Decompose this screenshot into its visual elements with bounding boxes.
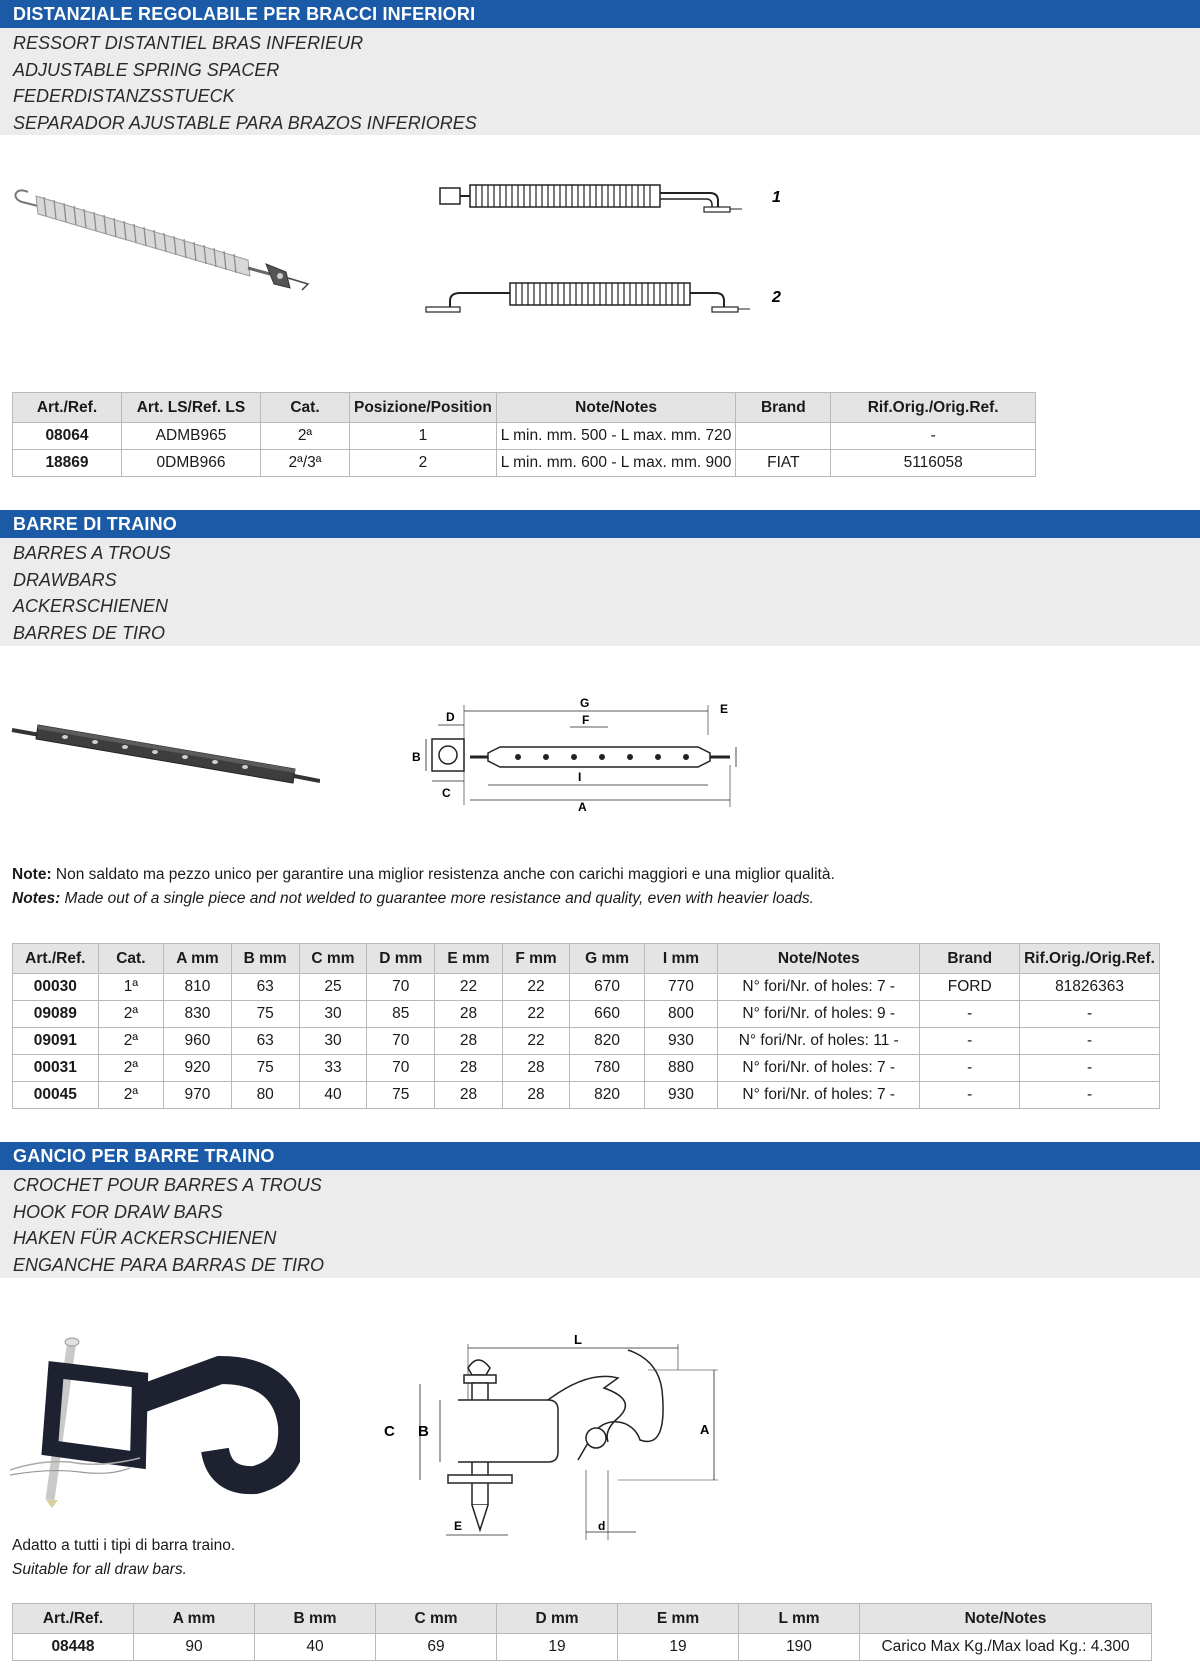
- cell: N° fori/Nr. of holes: 9 -: [718, 1001, 920, 1028]
- cell: L min. mm. 600 - L max. mm. 900: [496, 450, 736, 477]
- subtitle-es: ENGANCHE PARA BARRAS DE TIRO: [13, 1254, 325, 1275]
- diagram-label-e: E: [720, 702, 729, 716]
- cell: 0DMB966: [122, 450, 261, 477]
- col-header: D mm: [367, 944, 435, 974]
- diagram-label-i: I: [578, 770, 582, 784]
- cell: -: [920, 1001, 1020, 1028]
- note-it: [12, 866, 835, 884]
- col-header: Art./Ref.: [13, 393, 122, 423]
- section-hook: [0, 1142, 1200, 1278]
- cell: 90: [134, 1634, 255, 1661]
- diagram-label-a: A: [578, 800, 587, 814]
- cell: 2: [350, 450, 497, 477]
- cell: 22: [435, 974, 503, 1001]
- col-header: L mm: [739, 1604, 860, 1634]
- subtitle-es: SEPARADOR AJUSTABLE PARA BRAZOS INFERIORES: [13, 112, 477, 133]
- table-header-row: [13, 944, 1160, 974]
- cell: 970: [164, 1082, 232, 1109]
- subtitle-de: HAKEN FÜR ACKERSCHIENEN: [13, 1228, 277, 1248]
- cell: 810: [164, 974, 232, 1001]
- cell: 19: [497, 1634, 618, 1661]
- diagram-label-d: d: [598, 1519, 606, 1533]
- hook-diagram: [378, 1330, 778, 1545]
- cell: 69: [376, 1634, 497, 1661]
- subtitle-en: DRAWBARS: [13, 569, 117, 590]
- cell: ADMB965: [122, 423, 261, 450]
- diagram-label-f: F: [582, 713, 590, 727]
- section-title: BARRE DI TRAINO: [0, 510, 1200, 538]
- cell: 28: [435, 1055, 503, 1082]
- table-header-row: [13, 393, 1036, 423]
- cell: 28: [435, 1028, 503, 1055]
- col-header: Note/Notes: [496, 393, 736, 423]
- cell: 1ª: [98, 974, 163, 1001]
- cell: 80: [231, 1082, 299, 1109]
- cell: 08064: [13, 423, 122, 450]
- cell: 75: [231, 1055, 299, 1082]
- cell: Carico Max Kg./Max load Kg.: 4.300: [860, 1634, 1152, 1661]
- section-drawbars: [0, 510, 1200, 646]
- cell: N° fori/Nr. of holes: 11 -: [718, 1028, 920, 1055]
- cell: 670: [570, 974, 645, 1001]
- cell: 09091: [13, 1028, 99, 1055]
- col-header: I mm: [644, 944, 717, 974]
- diagram-label-b: B: [418, 1423, 429, 1440]
- cell: -: [1020, 1055, 1160, 1082]
- hook-note-it: Adatto a tutti i tipi di barra traino.: [12, 1537, 236, 1554]
- cell: 00045: [13, 1082, 99, 1109]
- hook-photo: [10, 1330, 300, 1510]
- section-subtitles: [0, 1170, 1200, 1278]
- diagram-label-b: B: [412, 750, 421, 764]
- cell: 800: [644, 1001, 717, 1028]
- section-title: DISTANZIALE REGOLABILE PER BRACCI INFERIORI: [0, 0, 1200, 28]
- subtitle-fr: RESSORT DISTANTIEL BRAS INFERIEUR: [13, 33, 364, 53]
- cell: 820: [570, 1028, 645, 1055]
- subtitle-de: ACKERSCHIENEN: [13, 596, 169, 616]
- cell: 70: [367, 974, 435, 1001]
- cell: 780: [570, 1055, 645, 1082]
- table-row: [13, 423, 1036, 450]
- col-header: E mm: [618, 1604, 739, 1634]
- subtitle-en: HOOK FOR DRAW BARS: [13, 1201, 223, 1222]
- section-subtitles: [0, 538, 1200, 646]
- cell: 960: [164, 1028, 232, 1055]
- cell: 930: [644, 1082, 717, 1109]
- cell: 40: [255, 1634, 376, 1661]
- cell: L min. mm. 500 - L max. mm. 720: [496, 423, 736, 450]
- cell: N° fori/Nr. of holes: 7 -: [718, 1082, 920, 1109]
- diagram-label-c: C: [384, 1423, 395, 1440]
- section-spring-spacer: [0, 0, 1200, 135]
- col-header: D mm: [497, 1604, 618, 1634]
- table-row: [13, 1634, 1152, 1661]
- drawbar-photo: [10, 715, 320, 795]
- cell: -: [920, 1082, 1020, 1109]
- cell: 33: [299, 1055, 367, 1082]
- diagram-label-g: G: [580, 696, 590, 710]
- cell: 2ª: [98, 1055, 163, 1082]
- drawbar-diagram: [408, 695, 808, 815]
- note-it-label: Note:: [12, 866, 52, 883]
- col-header: C mm: [299, 944, 367, 974]
- col-header: Rif.Orig./Orig.Ref.: [1020, 944, 1160, 974]
- table-row: [13, 1001, 1160, 1028]
- cell: 22: [502, 1028, 570, 1055]
- cell: 70: [367, 1028, 435, 1055]
- cell: 19: [618, 1634, 739, 1661]
- note-en-text: Made out of a single piece and not welded to guarantee more resistance and quality, even with heavier loads.: [64, 890, 814, 907]
- diagram-label-2: 2: [772, 289, 781, 306]
- cell: 30: [299, 1028, 367, 1055]
- cell: 28: [502, 1055, 570, 1082]
- cell: -: [1020, 1001, 1160, 1028]
- cell: -: [920, 1055, 1020, 1082]
- table-row: [13, 1028, 1160, 1055]
- col-header: F mm: [502, 944, 570, 974]
- col-header: C mm: [376, 1604, 497, 1634]
- cell: [736, 423, 831, 450]
- cell: 660: [570, 1001, 645, 1028]
- note-en-label: Notes:: [12, 890, 61, 907]
- col-header: Art./Ref.: [13, 944, 99, 974]
- cell: 770: [644, 974, 717, 1001]
- hook-table: [12, 1603, 1152, 1661]
- table-row: [13, 1055, 1160, 1082]
- spring-spacer-table: [12, 392, 1036, 477]
- cell: 75: [231, 1001, 299, 1028]
- cell: 22: [502, 974, 570, 1001]
- cell: 190: [739, 1634, 860, 1661]
- section-subtitles: [0, 28, 1200, 135]
- col-header: A mm: [164, 944, 232, 974]
- cell: 18869: [13, 450, 122, 477]
- cell: 930: [644, 1028, 717, 1055]
- cell: 08448: [13, 1634, 134, 1661]
- diagram-label-l: L: [574, 1332, 582, 1347]
- cell: 85: [367, 1001, 435, 1028]
- cell: 920: [164, 1055, 232, 1082]
- cell: 63: [231, 974, 299, 1001]
- table-row: [13, 974, 1160, 1001]
- cell: 1: [350, 423, 497, 450]
- table-row: [13, 1082, 1160, 1109]
- col-header: Cat.: [98, 944, 163, 974]
- col-header: Cat.: [261, 393, 350, 423]
- cell: 2ª: [261, 423, 350, 450]
- col-header: A mm: [134, 1604, 255, 1634]
- cell: 09089: [13, 1001, 99, 1028]
- cell: 30: [299, 1001, 367, 1028]
- col-header: Art./Ref.: [13, 1604, 134, 1634]
- diagram-label-d: D: [446, 710, 455, 724]
- note-it-text: Non saldato ma pezzo unico per garantire una miglior resistenza anche con carichi maggiori e una miglior qualità.: [55, 866, 835, 883]
- hook-note-en: Suitable for all draw bars.: [12, 1561, 187, 1578]
- table-row: [13, 450, 1036, 477]
- cell: 25: [299, 974, 367, 1001]
- cell: -: [920, 1028, 1020, 1055]
- subtitle-fr: BARRES A TROUS: [13, 543, 171, 563]
- cell: 70: [367, 1055, 435, 1082]
- cell: N° fori/Nr. of holes: 7 -: [718, 1055, 920, 1082]
- cell: 28: [502, 1082, 570, 1109]
- cell: 00030: [13, 974, 99, 1001]
- drawbars-table: [12, 943, 1160, 1109]
- cell: 81826363: [1020, 974, 1160, 1001]
- subtitle-fr: CROCHET POUR BARRES A TROUS: [13, 1175, 322, 1195]
- diagram-label-e: E: [454, 1519, 463, 1533]
- cell: 00031: [13, 1055, 99, 1082]
- cell: 63: [231, 1028, 299, 1055]
- cell: 22: [502, 1001, 570, 1028]
- diagram-label-a: A: [700, 1422, 710, 1437]
- col-header: Rif.Orig./Orig.Ref.: [831, 393, 1036, 423]
- col-header: E mm: [435, 944, 503, 974]
- cell: -: [831, 423, 1036, 450]
- cell: 2ª: [98, 1082, 163, 1109]
- section-title: GANCIO PER BARRE TRAINO: [0, 1142, 1200, 1170]
- subtitle-de: FEDERDISTANZSSTUECK: [13, 86, 235, 106]
- cell: 28: [435, 1001, 503, 1028]
- col-header: Note/Notes: [718, 944, 920, 974]
- cell: 40: [299, 1082, 367, 1109]
- diagram-label-1: 1: [772, 189, 781, 206]
- cell: -: [1020, 1028, 1160, 1055]
- cell: 2ª/3ª: [261, 450, 350, 477]
- cell: -: [1020, 1082, 1160, 1109]
- cell: 2ª: [98, 1028, 163, 1055]
- col-header: B mm: [255, 1604, 376, 1634]
- col-header: B mm: [231, 944, 299, 974]
- col-header: Posizione/Position: [350, 393, 497, 423]
- subtitle-en: ADJUSTABLE SPRING SPACER: [13, 59, 280, 80]
- cell: 2ª: [98, 1001, 163, 1028]
- subtitle-es: BARRES DE TIRO: [13, 622, 166, 643]
- col-header: G mm: [570, 944, 645, 974]
- spring-spacer-photo: [8, 180, 328, 310]
- col-header: Note/Notes: [860, 1604, 1152, 1634]
- cell: 28: [435, 1082, 503, 1109]
- col-header: Brand: [736, 393, 831, 423]
- cell: FORD: [920, 974, 1020, 1001]
- note-en: [12, 890, 814, 908]
- cell: 75: [367, 1082, 435, 1109]
- cell: 5116058: [831, 450, 1036, 477]
- cell: 820: [570, 1082, 645, 1109]
- diagram-label-c: C: [442, 786, 451, 800]
- col-header: Brand: [920, 944, 1020, 974]
- spring-spacer-diagram: [420, 175, 840, 335]
- col-header: Art. LS/Ref. LS: [122, 393, 261, 423]
- cell: 830: [164, 1001, 232, 1028]
- cell: N° fori/Nr. of holes: 7 -: [718, 974, 920, 1001]
- table-header-row: [13, 1604, 1152, 1634]
- cell: 880: [644, 1055, 717, 1082]
- cell: FIAT: [736, 450, 831, 477]
